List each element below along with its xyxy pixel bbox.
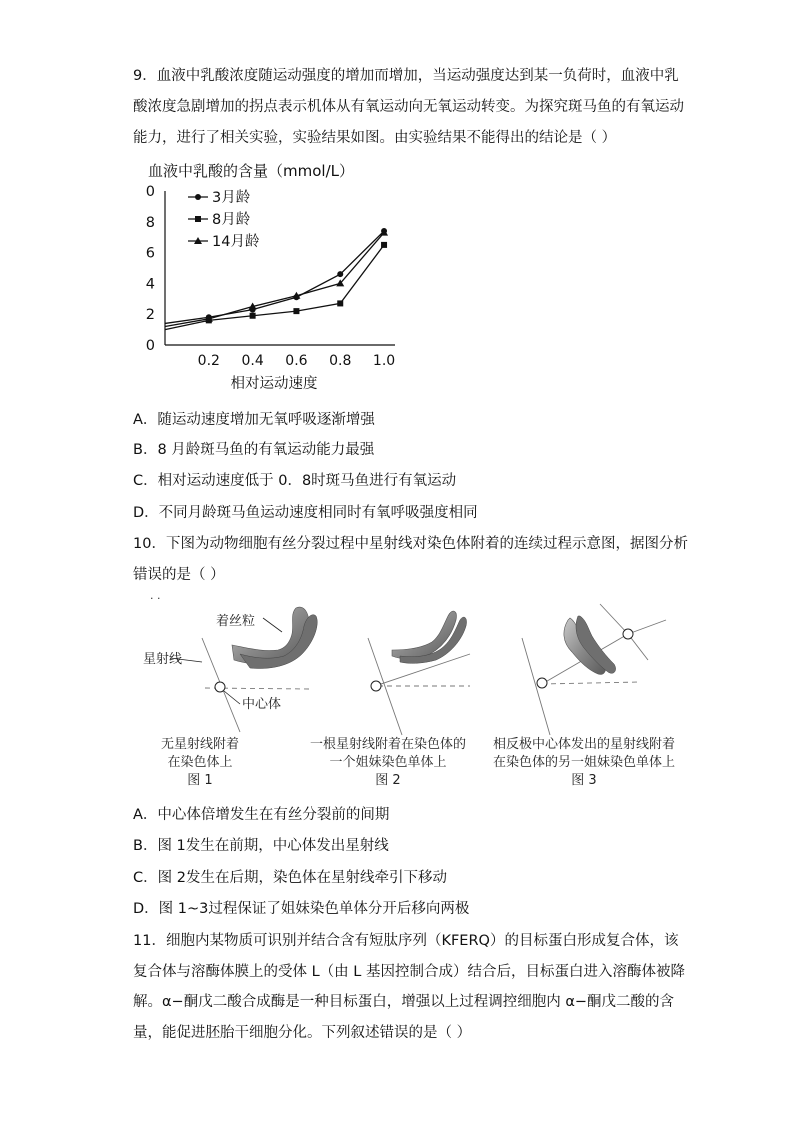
- q10-option-c[interactable]: C．图 2发生在后期，染色体在星射线牵引下移动: [133, 870, 447, 886]
- caption-2-line-1: 一根星射线附着在染色体的: [309, 737, 467, 752]
- x-tick-label: 0.4: [241, 353, 264, 369]
- caption-3-line-2: 在染色体的另一姐妹染色单体上: [492, 755, 676, 770]
- legend-marker: [195, 194, 201, 200]
- q10-option-b[interactable]: B．图 1发生在前期，中心体发出星射线: [133, 838, 389, 854]
- legend-label: 14月龄: [212, 234, 260, 250]
- q9-stem-line-3: 能力，进行了相关实验，实验结果如图。由实验结果不能得出的结论是（ ）: [133, 130, 617, 146]
- data-point-2: [250, 313, 256, 319]
- q10-option-d[interactable]: D．图 1~3过程保证了姐妹染色单体分开后移向两极: [133, 901, 470, 917]
- legend-marker: [195, 216, 201, 222]
- q11-stem-line-3: 解。α−酮戊二酸合成酶是一种目标蛋白，增强以上过程调控细胞内 α−酮戊二酸的含: [133, 994, 675, 1010]
- centrosome-circle-opposite: [623, 629, 633, 639]
- data-point-2: [337, 300, 343, 306]
- q10-stem-line-2: 错误的是（ ）: [133, 567, 225, 583]
- figure-1: [143, 607, 317, 732]
- q10-stem-line-1: 10．下图为动物细胞有丝分裂过程中星射线对染色体附着的连续过程示意图，据图分析: [133, 536, 688, 552]
- x-tick-label: 0.6: [285, 353, 308, 369]
- centrosome-label: 中心体: [242, 697, 282, 712]
- y-tick-label: 0: [145, 184, 155, 200]
- chart-title: 血液中乳酸的含量（mmol/L）: [148, 162, 354, 180]
- caption-3-line-1: 相反极中心体发出的星射线附着: [492, 737, 676, 752]
- q9-stem-line-2: 酸浓度急剧增加的拐点表示机体从有氧运动向无氧运动转变。为探究斑马鱼的有氧运动: [133, 99, 684, 115]
- data-point-2: [381, 242, 387, 248]
- centrosome-circle: [537, 678, 547, 688]
- q10-option-a[interactable]: A．中心体倍增发生在有丝分裂前的间期: [133, 807, 390, 823]
- figure-3: [522, 604, 666, 735]
- q11-stem-line-1: 11．细胞内某物质可识别并结合含有短肽序列（KFERQ）的目标蛋白形成复合体，该: [133, 933, 679, 949]
- series-line-3: [165, 233, 384, 327]
- legend-label: 3月龄: [212, 190, 251, 206]
- y-tick-label: 8: [145, 214, 155, 231]
- y-tick-label: 6: [145, 245, 155, 262]
- x-axis-label: 相对运动速度: [230, 376, 318, 392]
- caption-1-fig: 图 1: [187, 773, 213, 788]
- caption-2-line-2: 一个姐妹染色单体上: [329, 755, 447, 770]
- centrosome-circle: [215, 682, 225, 692]
- q11-stem-line-2: 复合体与溶酶体膜上的受体 L（由 L 基因控制合成）结合后，目标蛋白进入溶酶体被降: [133, 964, 685, 980]
- caption-3-fig: 图 3: [571, 773, 597, 788]
- y-tick-label: 0: [145, 338, 155, 354]
- q9-option-b[interactable]: B．8 月龄斑马鱼的有氧运动能力最强: [133, 442, 375, 458]
- stray-dots: · ·: [150, 592, 161, 605]
- x-tick-label: 0.8: [329, 353, 352, 369]
- q9-option-d[interactable]: D．不同月龄斑马鱼运动速度相同时有氧呼吸强度相同: [133, 505, 478, 521]
- q11-stem-line-4: 量，能促进胚胎干细胞分化。下列叙述错误的是（ ）: [133, 1025, 472, 1041]
- data-point-1: [337, 271, 343, 277]
- figure-2: [368, 611, 470, 735]
- x-tick-label: 1.0: [372, 353, 396, 369]
- y-tick-label: 2: [145, 307, 155, 324]
- series-line-2: [165, 245, 384, 330]
- y-tick-label: 4: [145, 276, 155, 293]
- q9-option-a[interactable]: A．随运动速度增加无氧呼吸逐渐增强: [133, 412, 375, 428]
- centrosome-circle: [371, 681, 381, 691]
- caption-1-line-1: 无星射线附着: [160, 737, 240, 752]
- data-point-2: [293, 308, 299, 314]
- x-tick-label: 0.2: [197, 353, 220, 369]
- caption-2-fig: 图 2: [375, 773, 401, 788]
- lactate-line-chart: [130, 155, 420, 400]
- mitosis-figure: [130, 590, 730, 795]
- q9-stem-line-1: 9．血液中乳酸浓度随运动强度的增加而增加，当运动强度达到某一负荷时，血液中乳: [133, 68, 679, 84]
- aster-label: 星射线: [143, 652, 183, 667]
- q9-option-c[interactable]: C．相对运动速度低于 0．8时斑马鱼进行有氧运动: [133, 473, 457, 489]
- caption-1-line-2: 在染色体上: [167, 755, 233, 770]
- kinetochore-label: 着丝粒: [216, 614, 256, 629]
- series-line-1: [165, 231, 384, 323]
- legend-label: 8月龄: [212, 212, 251, 228]
